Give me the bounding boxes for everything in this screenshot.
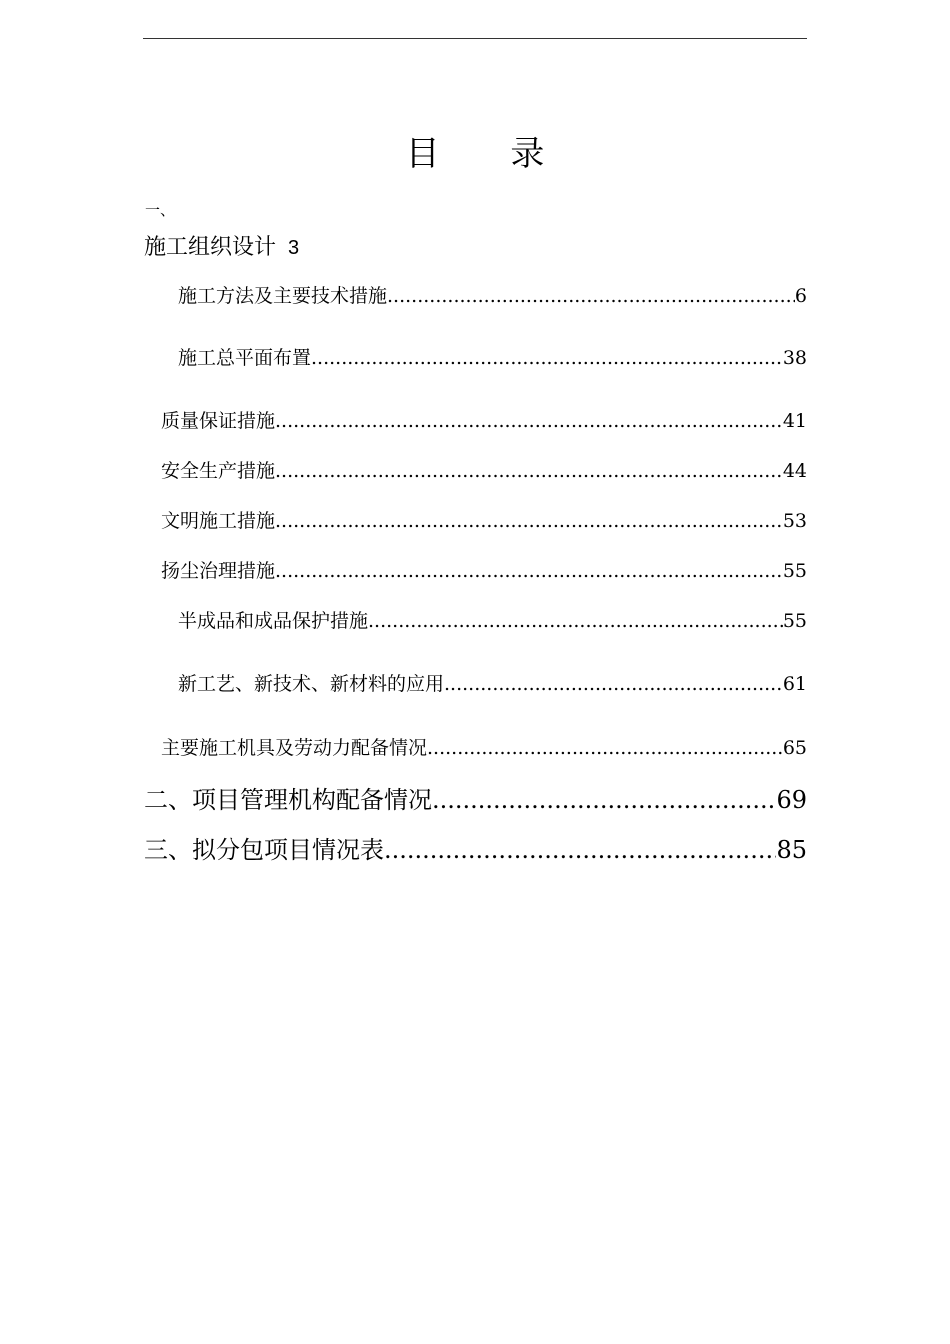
leader-dots xyxy=(311,347,783,369)
toc-entry-page: 53 xyxy=(782,510,807,532)
part1-heading xyxy=(144,230,299,261)
leader-dots xyxy=(275,560,783,582)
leader-dots xyxy=(275,510,783,532)
toc-entry-label: 二、项目管理机构配备情况 xyxy=(144,786,432,814)
toc-entry-label: 主要施工机具及劳动力配备情况 xyxy=(161,737,428,759)
leader-dots xyxy=(384,836,776,864)
toc-entry[interactable] xyxy=(161,406,807,433)
toc-entry[interactable] xyxy=(144,830,807,865)
toc-entry-label: 扬尘治理措施 xyxy=(161,560,276,582)
leader-dots xyxy=(432,786,776,814)
toc-entry-page: 61 xyxy=(782,673,807,695)
toc-entry-page: 85 xyxy=(776,836,807,864)
toc-entry[interactable] xyxy=(178,669,807,696)
toc-entry[interactable] xyxy=(178,606,807,633)
toc-entry-label: 新工艺、新技术、新材料的应用 xyxy=(178,673,445,695)
toc-entry[interactable] xyxy=(161,733,807,760)
toc-entry-page: 55 xyxy=(782,610,807,632)
toc-entry-label: 质量保证措施 xyxy=(161,410,276,432)
leader-dots xyxy=(368,610,783,632)
toc-entry-label: 三、拟分包项目情况表 xyxy=(144,836,384,864)
leader-dots xyxy=(444,673,783,695)
part1-title: 施工组织设计 xyxy=(144,235,277,260)
part1-prefix: 一、 xyxy=(145,201,176,219)
toc-entry[interactable] xyxy=(178,343,807,370)
toc-entry-label: 施工方法及主要技术措施 xyxy=(178,285,388,307)
toc-entry-page: 65 xyxy=(782,737,807,759)
toc-entry-page: 41 xyxy=(782,410,807,432)
toc-entry-label: 文明施工措施 xyxy=(161,510,276,532)
leader-dots xyxy=(275,410,783,432)
toc-entry[interactable] xyxy=(178,281,807,308)
leader-dots xyxy=(387,285,795,307)
toc-entry-label: 半成品和成品保护措施 xyxy=(178,610,369,632)
toc-entry[interactable] xyxy=(144,780,807,815)
part1-page: 3 xyxy=(288,237,300,259)
toc-entry-page: 38 xyxy=(782,347,807,369)
toc-entry-page: 55 xyxy=(782,560,807,582)
toc-entry-label: 施工总平面布置 xyxy=(178,347,312,369)
header-rule xyxy=(143,38,807,39)
leader-dots xyxy=(275,460,783,482)
toc-entry-page: 69 xyxy=(776,786,807,814)
toc-entry[interactable] xyxy=(161,556,807,583)
toc-entry-page: 6 xyxy=(794,285,807,307)
toc-entry-page: 44 xyxy=(782,460,807,482)
leader-dots xyxy=(427,737,783,759)
toc-entry[interactable] xyxy=(161,456,807,483)
toc-entry[interactable] xyxy=(161,506,807,533)
toc-entry-label: 安全生产措施 xyxy=(161,460,276,482)
toc-title: 目 录 xyxy=(405,134,575,174)
